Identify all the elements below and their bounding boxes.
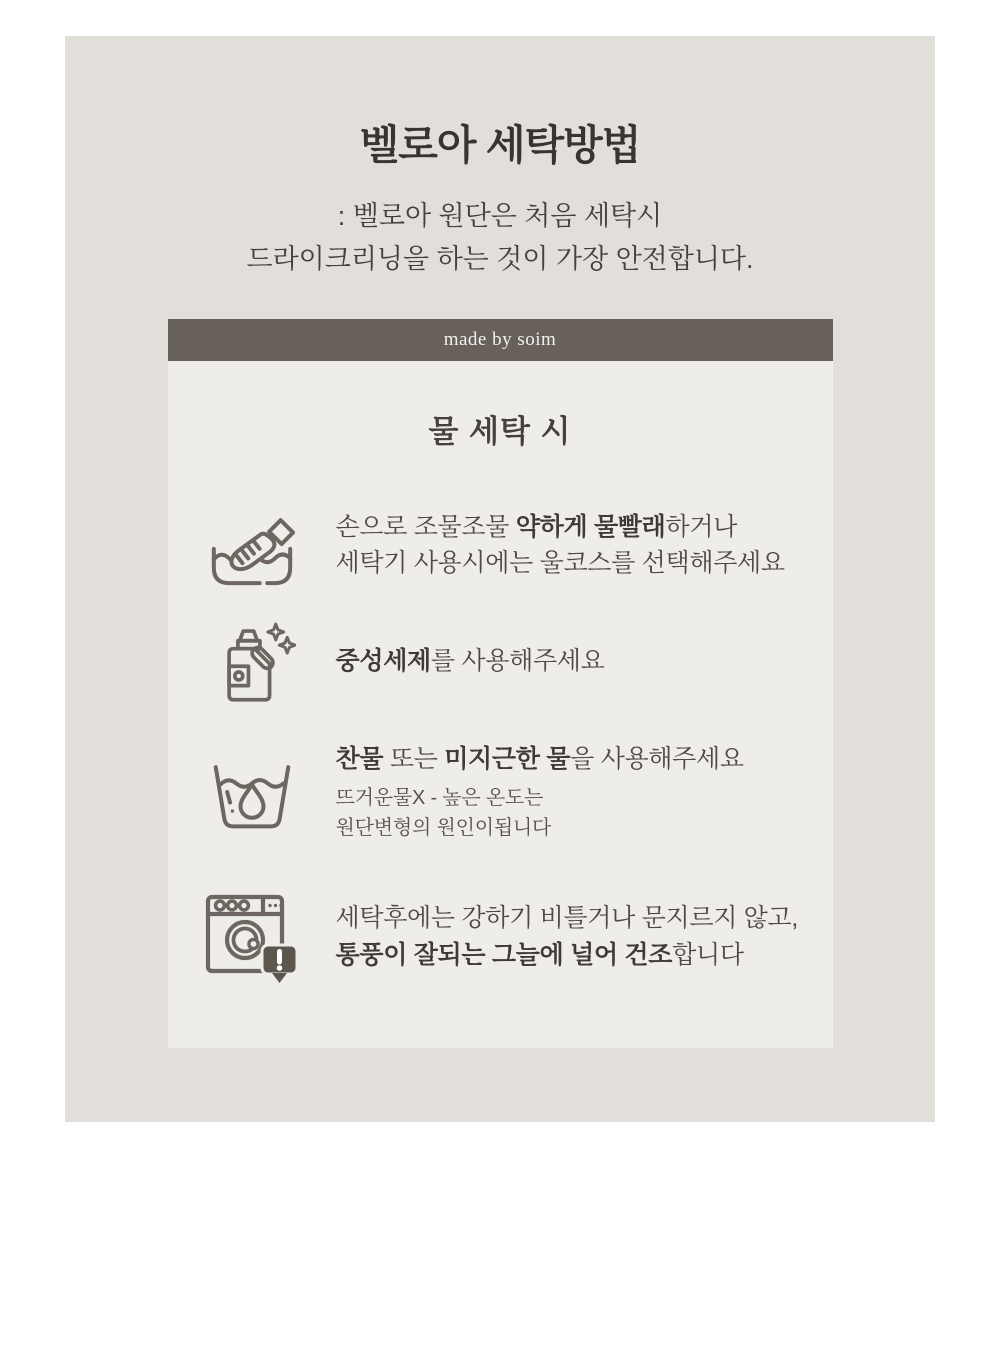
instruction-row-detergent: [168, 617, 833, 705]
instruction-text: [336, 900, 799, 973]
instruction-row-water-temp: [168, 741, 833, 842]
brand-bar-label: made by soim: [443, 329, 557, 351]
text-segment: 하거나: [665, 513, 738, 542]
text-segment: 세탁기 사용시에는 울코스를 선택해주세요: [335, 549, 785, 578]
instruction-line: [336, 545, 785, 581]
text-segment-bold: 찬물: [335, 745, 384, 774]
note-line-1: 뜨거운물X - 높은 온도는: [335, 786, 544, 809]
text-segment-bold: 약하게 물빨래: [515, 513, 666, 542]
instruction-text: [336, 741, 744, 842]
text-segment: 세탁후에는 강하기 비틀거나 문지르지 않고,: [335, 904, 799, 933]
instruction-row-drying: [168, 887, 833, 987]
text-segment: 합니다: [672, 940, 744, 969]
text-segment-bold: 중성세제: [335, 647, 431, 676]
alert-badge: [262, 945, 297, 983]
instruction-line: [336, 509, 785, 545]
instruction-text: [336, 509, 785, 582]
instruction-text: [336, 643, 605, 679]
wash-instructions-card: [168, 319, 833, 1048]
subtitle-line-1: : 벨로아 원단은 처음 세탁시: [337, 201, 663, 231]
instruction-line: [336, 937, 799, 973]
brand-bar: [168, 319, 833, 361]
text-segment: 손으로 조물조물: [335, 513, 516, 542]
section-title: 물 세탁 시: [428, 414, 572, 450]
instruction-note: [336, 783, 744, 843]
text-segment: 을 사용해주세요: [570, 745, 744, 774]
instruction-line: [336, 643, 605, 679]
text-segment-bold: 미지근한 물: [444, 745, 571, 774]
instruction-row-hand-wash: [168, 503, 833, 587]
card-body: [168, 361, 833, 1048]
instruction-line: [336, 900, 799, 936]
text-segment-bold: 통풍이 잘되는 그늘에 널어 건조: [335, 940, 673, 969]
note-line-2: 원단변형의 원인이됩니다: [335, 816, 552, 839]
hand-wash-icon: [168, 503, 336, 587]
text-segment: 또는: [383, 745, 445, 774]
subtitle-line-2: 드라이크리닝을 하는 것이 가장 안전합니다.: [246, 244, 754, 275]
washing-machine-alert-icon: [168, 887, 336, 987]
detergent-bottle-icon: [168, 617, 336, 705]
instruction-line: [336, 741, 744, 777]
care-guide-panel: [65, 36, 935, 1122]
water-basin-drop-icon: [168, 750, 336, 834]
page-subtitle: [65, 195, 935, 281]
text-segment: 를 사용해주세요: [430, 647, 605, 676]
page-title: 벨로아 세탁방법: [359, 122, 641, 168]
